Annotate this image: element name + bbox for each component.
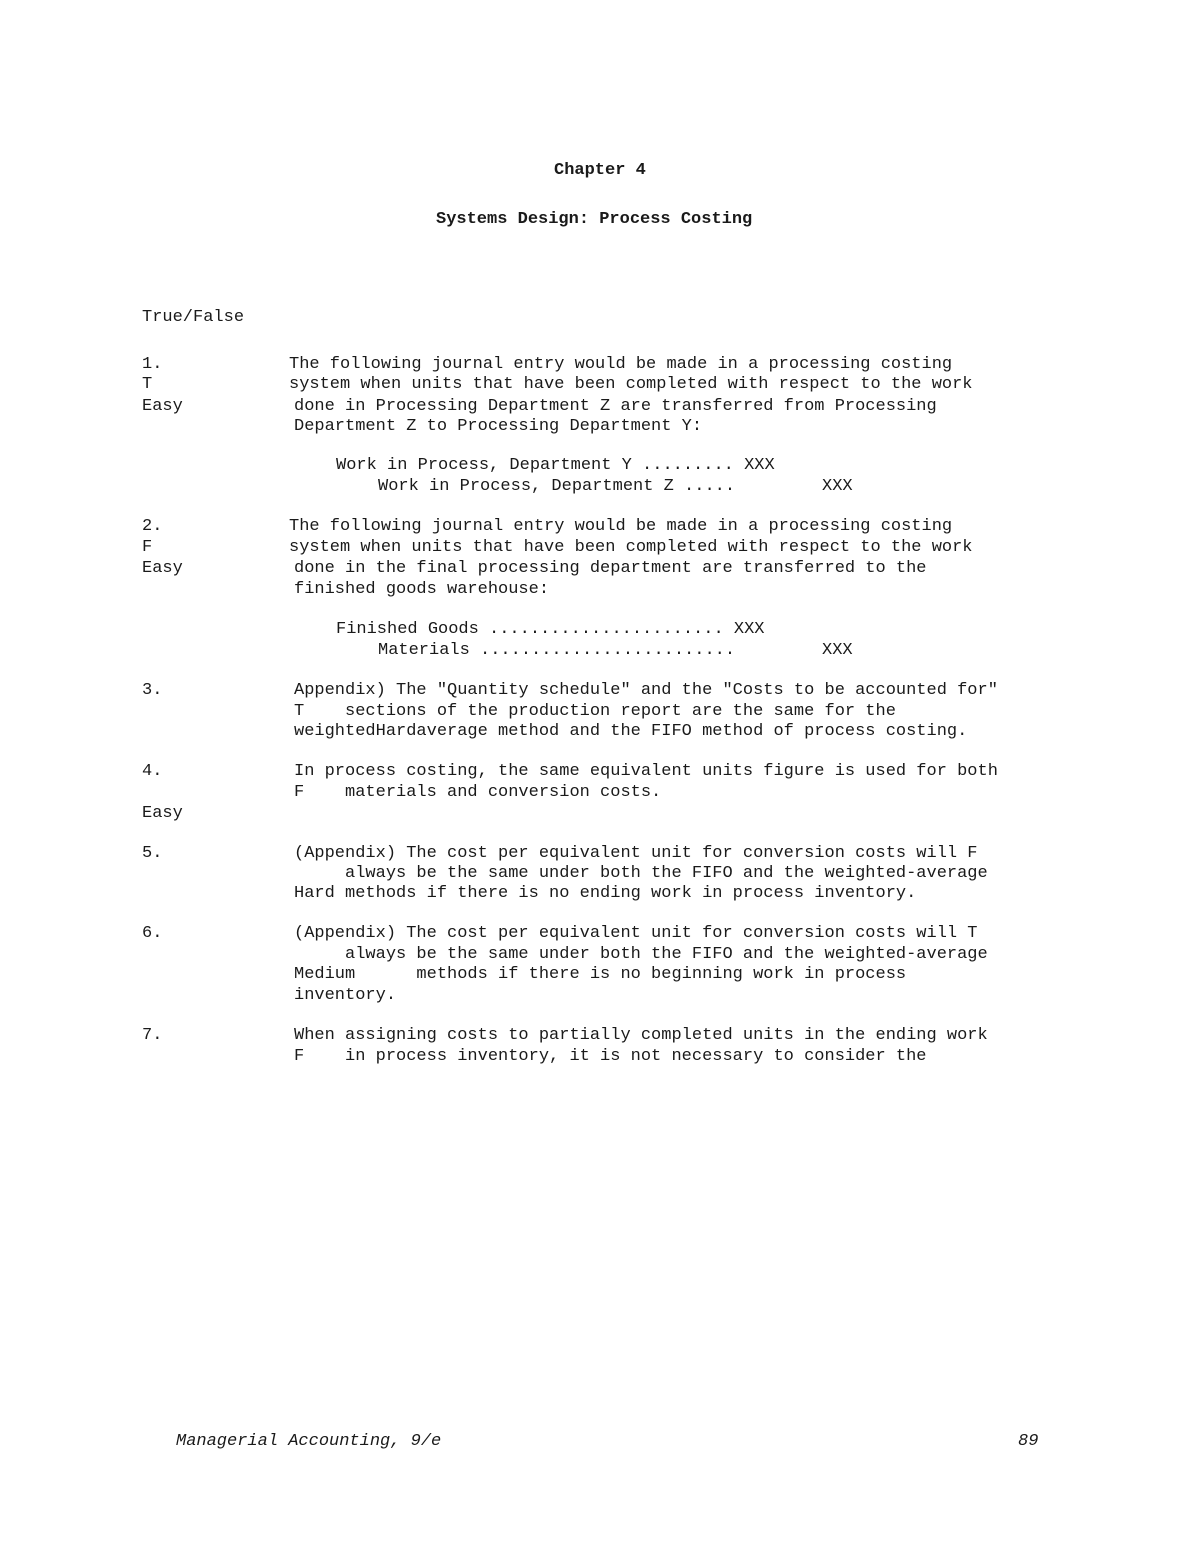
question-text-line: always be the same under both the FIFO and the weighted-average — [294, 945, 988, 964]
question-text-line: In process costing, the same equivalent units figure is used for both — [294, 762, 998, 781]
question-text-line: done in the final processing department are transferred to the — [294, 559, 927, 578]
question-answer: T — [142, 375, 153, 394]
question-number: 7. — [142, 1026, 163, 1045]
question-difficulty: Easy — [142, 397, 183, 416]
question-text-line: finished goods warehouse: — [294, 580, 550, 599]
question-text-line: done in Processing Department Z are transferred from Processing — [294, 397, 937, 416]
question-difficulty: Easy — [142, 559, 183, 578]
question-number: 2. — [142, 517, 163, 536]
question-text-line: always be the same under both the FIFO and the weighted-average — [294, 864, 988, 883]
journal-entry-credit-amount: XXX — [822, 477, 853, 496]
question-text-line: (Appendix) The cost per equivalent unit for conversion costs will T — [294, 924, 978, 943]
journal-entry-debit: Finished Goods ....................... XXX — [336, 620, 765, 639]
chapter-heading: Chapter 4 — [554, 161, 646, 180]
journal-entry-credit-amount: XXX — [822, 641, 853, 660]
question-number: 5. — [142, 844, 163, 863]
journal-entry-debit: Work in Process, Department Y ......... XXX — [336, 456, 775, 475]
question-text-line: Medium methods if there is no beginning work in process — [294, 965, 907, 984]
question-text-line: inventory. — [294, 986, 397, 1005]
journal-entry-credit: Materials ......................... — [378, 641, 736, 660]
question-text-line: system when units that have been completed with respect to the work — [289, 538, 973, 557]
question-text-line: system when units that have been completed with respect to the work — [289, 375, 973, 394]
question-number: 1. — [142, 355, 163, 374]
question-text-line: T sections of the production report are the same for the — [294, 702, 896, 721]
question-text-line: The following journal entry would be made in a processing costing — [289, 355, 953, 374]
section-label: True/False — [142, 308, 245, 327]
footer-book-title: Managerial Accounting, 9/e — [176, 1432, 442, 1451]
question-text-line: (Appendix) The cost per equivalent unit for conversion costs will F — [294, 844, 978, 863]
question-text-line: F materials and conversion costs. — [294, 783, 662, 802]
question-number: 4. — [142, 762, 163, 781]
question-answer: F — [142, 538, 153, 557]
journal-entry-credit: Work in Process, Department Z ..... — [378, 477, 736, 496]
footer-page-number: 89 — [1018, 1432, 1039, 1451]
chapter-title: Systems Design: Process Costing — [436, 210, 753, 229]
question-text-line: The following journal entry would be made in a processing costing — [289, 517, 953, 536]
question-text-line: F in process inventory, it is not necessary to consider the — [294, 1047, 927, 1066]
question-number: 6. — [142, 924, 163, 943]
question-text-line: When assigning costs to partially completed units in the ending work — [294, 1026, 988, 1045]
question-text-line: Department Z to Processing Department Y: — [294, 417, 703, 436]
question-difficulty: Easy — [142, 804, 183, 823]
question-number: 3. — [142, 681, 163, 700]
question-text-line: Appendix) The "Quantity schedule" and the "Costs to be accounted for" — [294, 681, 998, 700]
question-text-line: Hard methods if there is no ending work in process inventory. — [294, 884, 917, 903]
question-text-line: weightedHardaverage method and the FIFO method of process costing. — [294, 722, 968, 741]
